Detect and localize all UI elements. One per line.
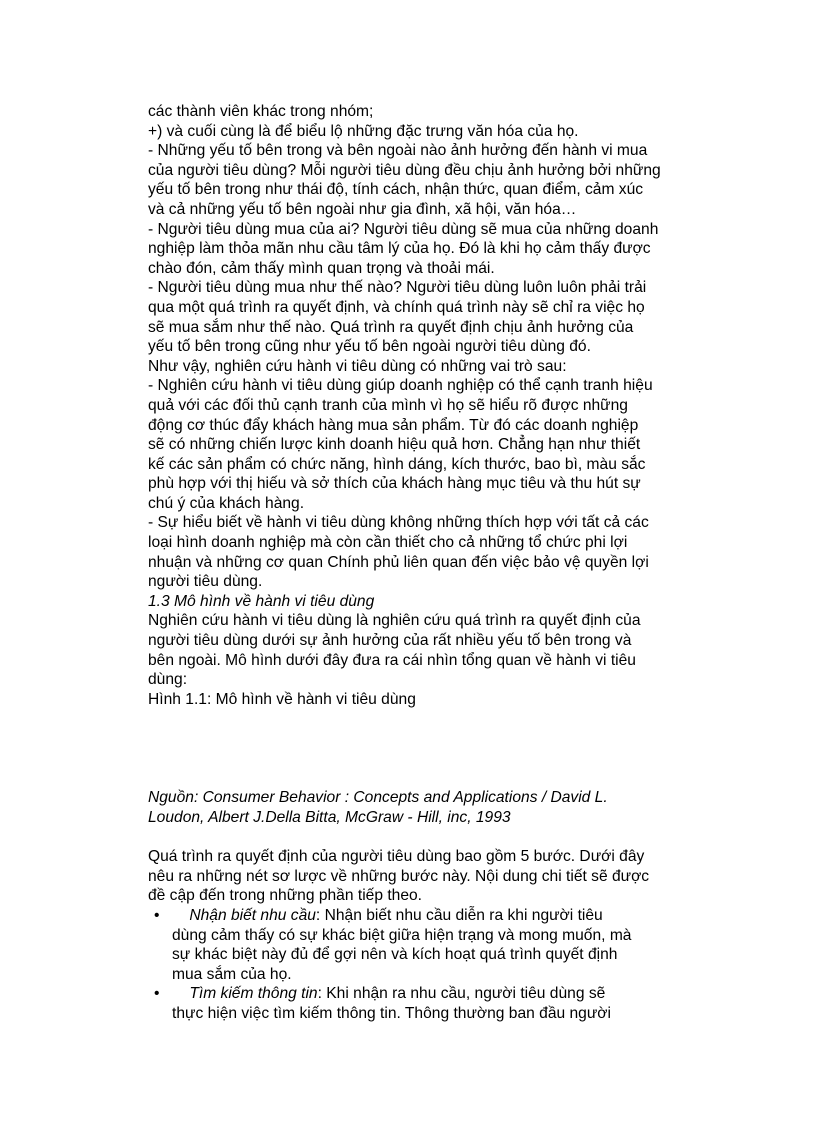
bullet-term: Tìm kiếm thông tin	[189, 985, 318, 1003]
text-line: - Người tiêu dùng mua của ai? Người tiêu dùng sẽ mua của những doanh	[148, 220, 659, 238]
bullet-list	[148, 906, 688, 1024]
bullet-icon: •	[154, 985, 160, 1003]
text-line: yếu tố bên trong như thái độ, tính cách, nhận thức, quan điểm, cảm xúc	[148, 181, 644, 199]
section-roles-text	[148, 102, 688, 592]
text-line: - Người tiêu dùng mua như thế nào? Người tiêu dùng luôn luôn phải trải	[148, 279, 647, 297]
text-line: mua sắm của họ.	[172, 965, 292, 983]
text-line: phù hợp với thị hiếu và sở thích của khách hàng mục tiêu và thu hút sự	[148, 475, 641, 493]
text-line: Như vậy, nghiên cứu hành vi tiêu dùng có những vai trò sau:	[148, 357, 567, 375]
text-line: loại hình doanh nghiệp mà còn cần thiết cho cả những tổ chức phi lợi	[148, 534, 628, 552]
section-process-text	[148, 847, 688, 906]
bullet-term: Nhận biết nhu cầu	[189, 906, 316, 924]
document-page	[148, 102, 688, 1024]
text-line: nghiệp làm thỏa mãn nhu cầu tâm lý của họ. Đó là khi họ cảm thấy được	[148, 240, 651, 258]
source-line: Loudon, Albert J.Della Bitta, McGraw - Hill, inc, 1993	[148, 809, 511, 826]
text-line: Nghiên cứu hành vi tiêu dùng là nghiên cứu quá trình ra quyết định của	[148, 612, 641, 630]
text-line: người tiêu dùng dưới sự ảnh hưởng của rất nhiều yếu tố bên trong và	[148, 632, 632, 650]
figure-caption: Hình 1.1: Mô hình về hành vi tiêu dùng	[148, 690, 416, 708]
text-line: - Những yếu tố bên trong và bên ngoài nào ảnh hưởng đến hành vi mua	[148, 142, 648, 160]
text-line: Quá trình ra quyết định của người tiêu dùng bao gồm 5 bước. Dưới đây	[148, 848, 645, 866]
bullet-first-line	[172, 906, 688, 926]
text-line: sẽ mua sắm như thế nào. Quá trình ra quyết định chịu ảnh hưởng của	[148, 318, 634, 336]
paragraph-gap	[148, 828, 688, 848]
text-line: +) và cuối cùng là để biểu lộ những đặc trưng văn hóa của họ.	[148, 122, 579, 140]
text-line: chú ý của khách hàng.	[148, 494, 305, 512]
text-line: bên ngoài. Mô hình dưới đây đưa ra cái nhìn tổng quan về hành vi tiêu	[148, 651, 636, 669]
text-line: nêu ra những nét sơ lược về những bước này. Nội dung chi tiết sẽ được	[148, 867, 650, 885]
text-line: dùng cảm thấy có sự khác biệt giữa hiện trạng và mong muốn, mà	[172, 926, 632, 944]
bullet-text: : Nhận biết nhu cầu diễn ra khi người tiêu	[315, 906, 603, 924]
text-line: yếu tố bên trong cũng như yếu tố bên ngoài người tiêu dùng đó.	[148, 338, 591, 356]
bullet-icon: •	[154, 906, 160, 924]
text-line: sẽ có những chiến lược kinh doanh hiệu quả hơn. Chẳng hạn như thiết	[148, 436, 641, 454]
text-line: quả với các đối thủ cạnh tranh của mình vì họ sẽ hiểu rõ được những	[148, 396, 628, 414]
bullet-text: : Khi nhận ra nhu cầu, người tiêu dùng sẽ	[317, 985, 606, 1003]
text-line: chào đón, cảm thấy mình quan trọng và thoải mái.	[148, 259, 495, 277]
text-line: các thành viên khác trong nhóm;	[148, 103, 374, 120]
text-line: của người tiêu dùng? Mỗi người tiêu dùng đều chịu ảnh hưởng bởi những	[148, 161, 661, 179]
text-line: - Nghiên cứu hành vi tiêu dùng giúp doanh nghiệp có thể cạnh tranh hiệu	[148, 377, 653, 395]
text-line: qua một quá trình ra quyết định, và chính quá trình này sẽ chỉ ra việc họ	[148, 298, 645, 316]
text-line: thực hiện việc tìm kiếm thông tin. Thông thường ban đầu người	[172, 1004, 611, 1022]
section-model-text	[148, 611, 688, 709]
text-line: nhuận và những cơ quan Chính phủ liên quan đến việc bảo vệ quyền lợi	[148, 553, 649, 571]
list-item	[148, 984, 688, 1023]
figure-source	[148, 788, 688, 827]
list-item	[148, 906, 688, 984]
text-line: động cơ thúc đẩy khách hàng mua sản phẩm. Từ đó các doanh nghiệp	[148, 416, 639, 434]
text-line: sự khác biệt này đủ để gợi nên và kích hoạt quá trình quyết định	[172, 946, 618, 964]
text-line: và cả những yếu tố bên ngoài như gia đình, xã hội, văn hóa…	[148, 200, 577, 218]
text-line: kế các sản phẩm có chức năng, hình dáng, kích thước, bao bì, màu sắc	[148, 455, 646, 473]
text-line: đề cập đến trong những phần tiếp theo.	[148, 887, 423, 905]
figure-placeholder	[148, 709, 688, 788]
text-line: - Sự hiểu biết về hành vi tiêu dùng không những thích hợp với tất cả các	[148, 514, 649, 532]
section-heading: 1.3 Mô hình về hành vi tiêu dùng	[148, 592, 375, 610]
bullet-first-line	[172, 984, 688, 1004]
text-line: dùng:	[148, 671, 188, 689]
source-line: Nguồn: Consumer Behavior : Concepts and Applications / David L.	[148, 789, 608, 807]
text-line: người tiêu dùng.	[148, 573, 263, 591]
